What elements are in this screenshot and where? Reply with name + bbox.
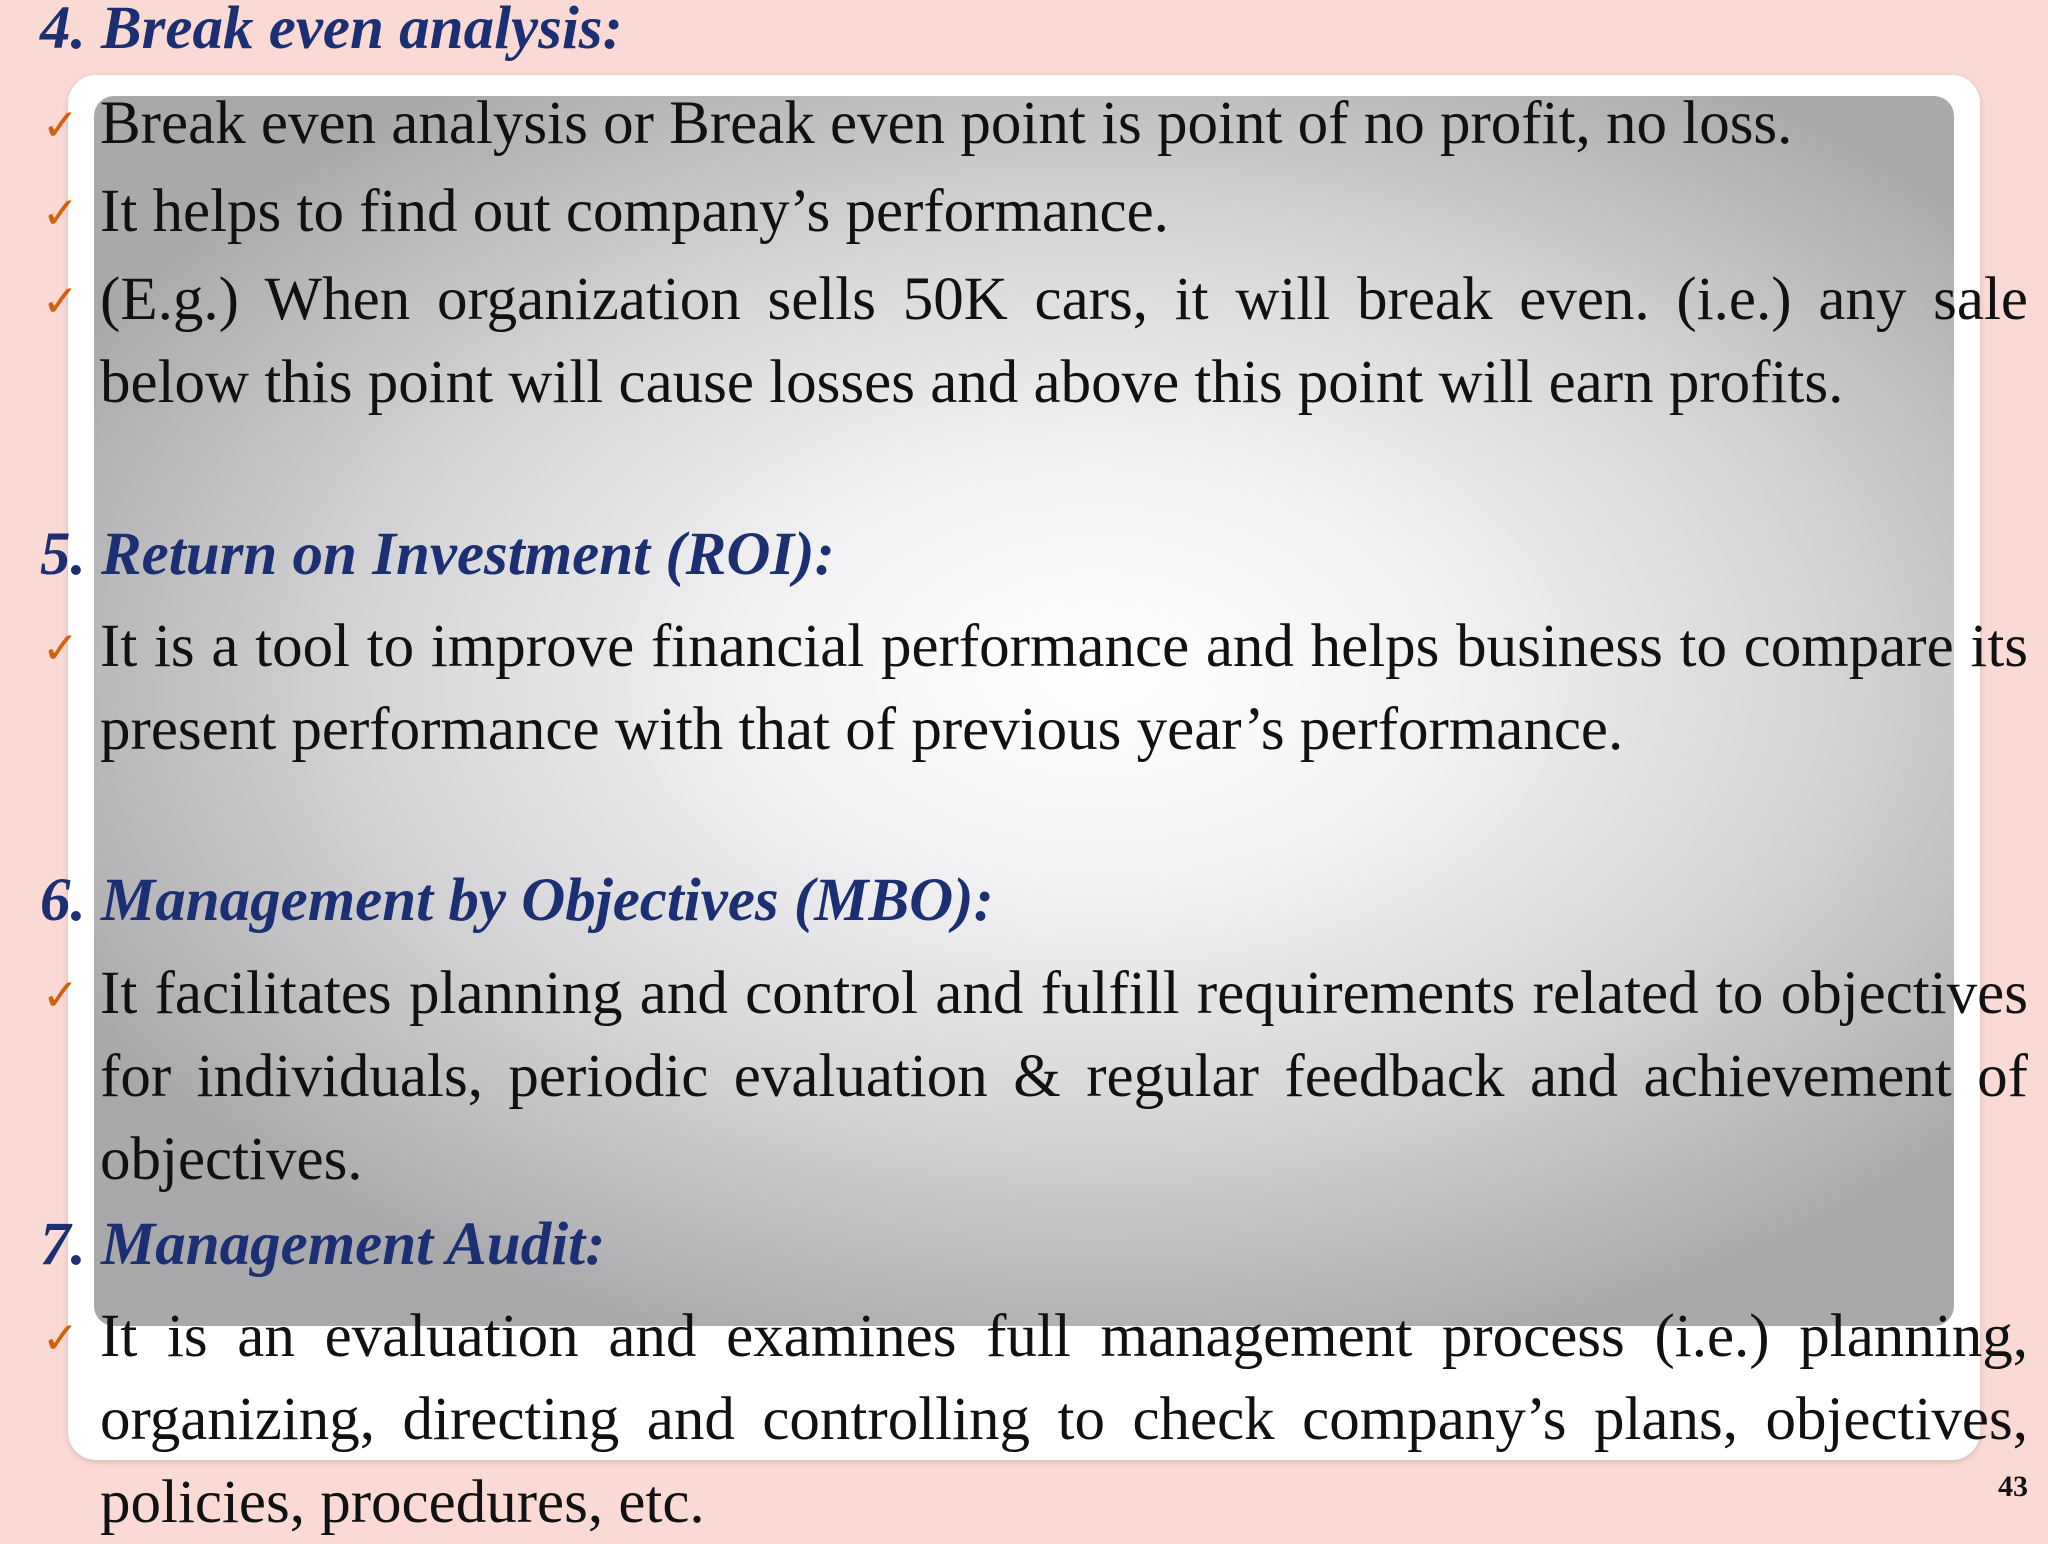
checkmark-icon: ✓ bbox=[42, 1313, 79, 1364]
section-heading-management-audit: 7. Management Audit: bbox=[40, 1211, 606, 1278]
checkmark-icon: ✓ bbox=[42, 623, 79, 674]
bullet-break-even-definition bbox=[42, 82, 2028, 165]
bullet-management-audit-description bbox=[42, 1295, 2028, 1544]
section-heading-break-even: 4. Break even analysis: bbox=[40, 0, 623, 62]
checkmark-icon: ✓ bbox=[42, 276, 79, 327]
bullet-text: It is an evaluation and examines full management process (i.e.) planning, organizing, directing and controlling to check company’s plans, objectives, policies, procedures, etc. bbox=[100, 1303, 2028, 1536]
bullet-text: It is a tool to improve financial performance and helps business to compare its present performance with that of previous year’s performance. bbox=[100, 613, 2028, 763]
bullet-text: It helps to find out company’s performance. bbox=[100, 178, 1169, 245]
checkmark-icon: ✓ bbox=[42, 188, 79, 239]
bullet-roi-description bbox=[42, 605, 2028, 771]
section-heading-roi: 5. Return on Investment (ROI): bbox=[40, 521, 835, 588]
bullet-text: (E.g.) When organization sells 50K cars, it will break even. (i.e.) any sale below this point will cause losses and above this point will earn profits. bbox=[100, 266, 2028, 416]
bullet-text: It facilitates planning and control and fulfill requirements related to objectives for individuals, periodic evaluation & regular feedback and achievement of objectives. bbox=[100, 960, 2028, 1193]
page-number: 43 bbox=[1998, 1470, 2028, 1503]
checkmark-icon: ✓ bbox=[42, 970, 79, 1021]
bullet-text: Break even analysis or Break even point is point of no profit, no loss. bbox=[100, 90, 1793, 157]
section-heading-mbo: 6. Management by Objectives (MBO): bbox=[40, 867, 994, 934]
bullet-mbo-description bbox=[42, 952, 2028, 1201]
bullet-break-even-example bbox=[42, 258, 2028, 424]
bullet-break-even-performance bbox=[42, 170, 2028, 253]
checkmark-icon: ✓ bbox=[42, 100, 79, 151]
